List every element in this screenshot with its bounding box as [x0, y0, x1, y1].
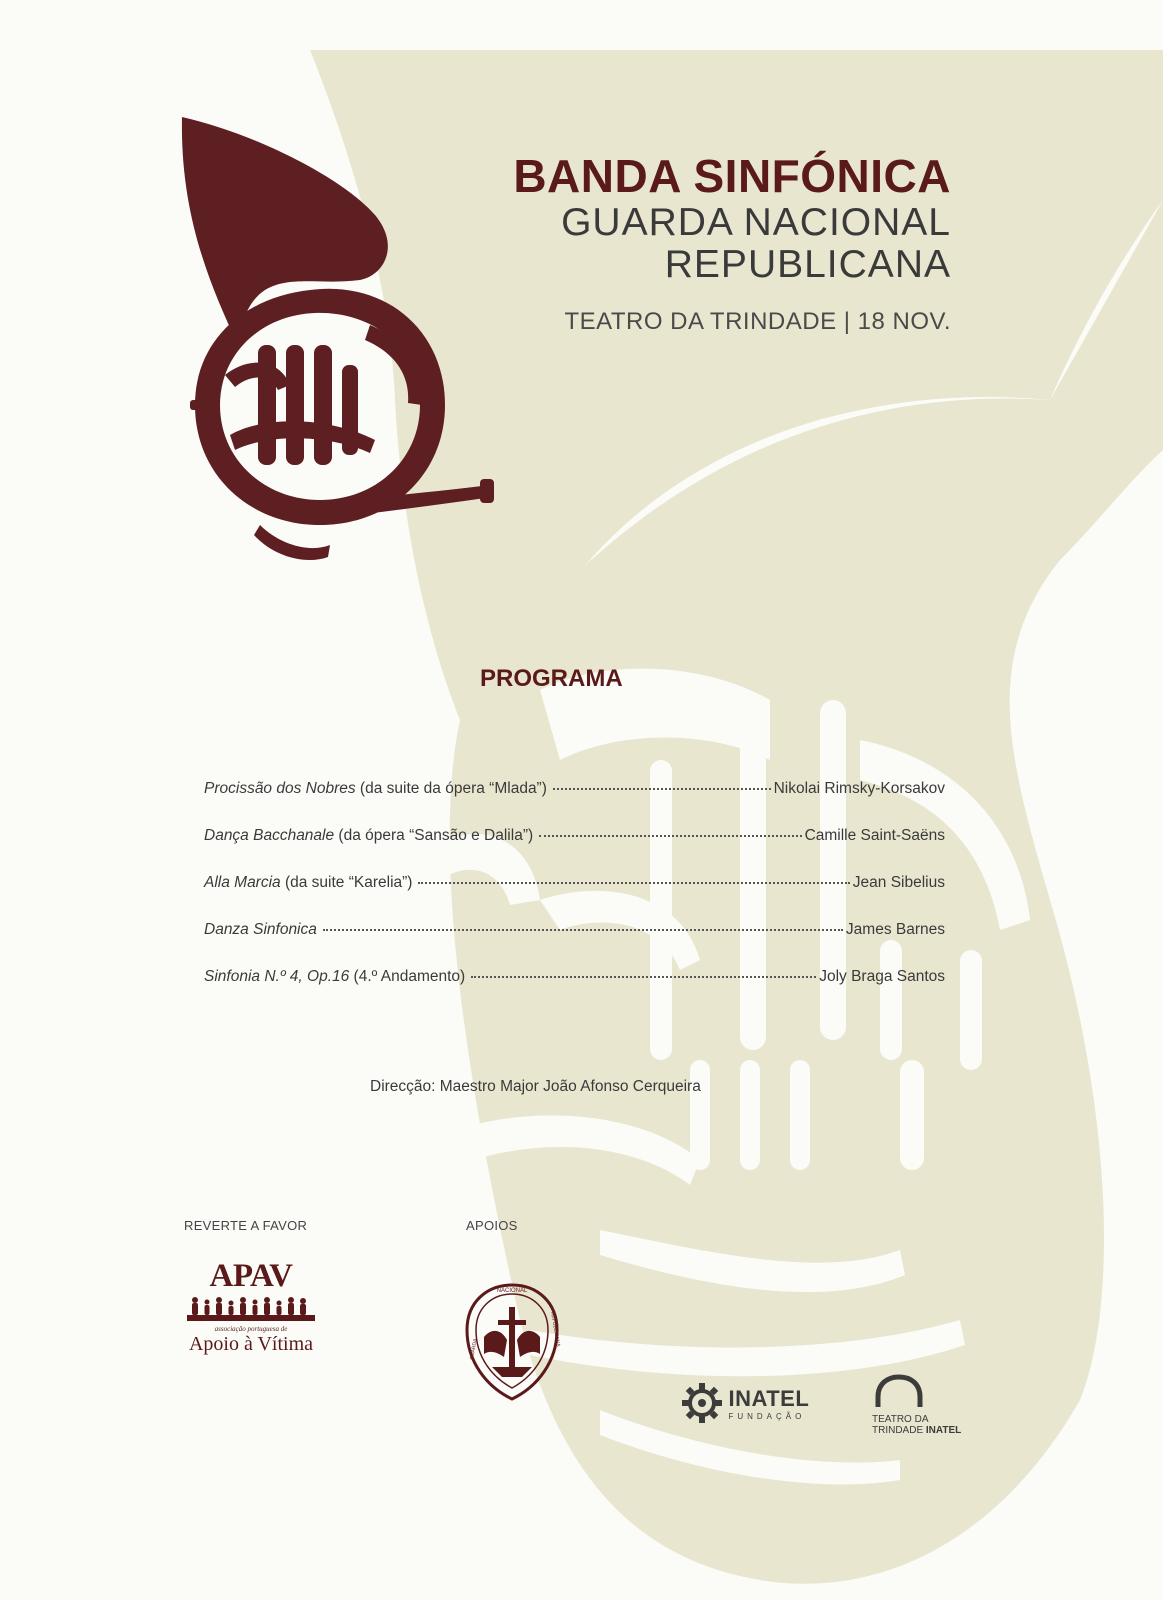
gnr-seal-icon — [462, 1282, 562, 1402]
work-title: Procissão dos Nobres (da suite da ópera “Mlada”) — [204, 780, 547, 797]
composer-name: Nikolai Rimsky-Korsakov — [773, 780, 945, 797]
seal-text-left: GUARDA — [469, 1338, 479, 1361]
program-list — [204, 780, 945, 1015]
apav-subtitle: Apoio à Vítima — [188, 1333, 314, 1355]
trindade-line2: TRINDADE INATEL — [872, 1425, 962, 1436]
work-title: Dança Bacchanale (da ópera “Sansão e Dalila”) — [204, 827, 534, 844]
leader-dots — [553, 788, 771, 790]
conductor-credit: Direcção: Maestro Major João Afonso Cerqueira — [370, 1078, 701, 1095]
title-block — [513, 150, 951, 336]
inatel-logo — [682, 1383, 809, 1423]
people-silhouettes-icon — [187, 1295, 315, 1321]
composer-name: Joly Braga Santos — [819, 968, 945, 985]
leader-dots — [471, 976, 816, 978]
trindade-arch-icon — [872, 1373, 926, 1409]
work-title: Danza Sinfonica — [204, 921, 317, 938]
seal-text-top: NACIONAL — [496, 1288, 528, 1294]
apav-name: APAV — [209, 1258, 293, 1294]
work-title: Alla Marcia (da suite “Karelia”) — [204, 874, 413, 891]
program-item — [204, 827, 945, 874]
program-item — [204, 968, 945, 1015]
program-item — [204, 780, 945, 827]
program-heading: PROGRAMA — [480, 665, 623, 692]
venue-date: TEATRO DA TRINDADE | 18 NOV. — [564, 308, 951, 335]
trindade-logo — [872, 1373, 961, 1436]
composer-name: Camille Saint-Saëns — [804, 827, 945, 844]
program-item — [204, 874, 945, 921]
inatel-sub: FUNDAÇÃO — [728, 1411, 806, 1421]
trindade-line1: TEATRO DA — [872, 1414, 929, 1425]
apav-logo — [186, 1258, 316, 1356]
apav-tagline: associação portuguesa de — [214, 1325, 288, 1333]
leader-dots — [539, 835, 801, 837]
leader-dots — [323, 929, 843, 931]
inatel-name: INATEL — [728, 1385, 810, 1411]
apoios-label: APOIOS — [466, 1218, 518, 1233]
french-horn-logo-icon — [170, 105, 500, 565]
band-subtitle-line1: GUARDA NACIONAL — [561, 201, 951, 244]
composer-name: Jean Sibelius — [852, 874, 945, 891]
seal-text-right: REPUBLICANA — [549, 1311, 562, 1348]
composer-name: James Barnes — [845, 921, 945, 938]
leader-dots — [418, 882, 849, 884]
band-title: BANDA SINFÓNICA — [513, 150, 951, 202]
reverte-label: REVERTE A FAVOR — [184, 1218, 308, 1233]
program-item — [204, 921, 945, 968]
band-subtitle-line2: REPUBLICANA — [664, 243, 951, 286]
work-title: Sinfonia N.º 4, Op.16 (4.º Andamento) — [204, 968, 466, 985]
inatel-gear-icon — [682, 1383, 722, 1423]
